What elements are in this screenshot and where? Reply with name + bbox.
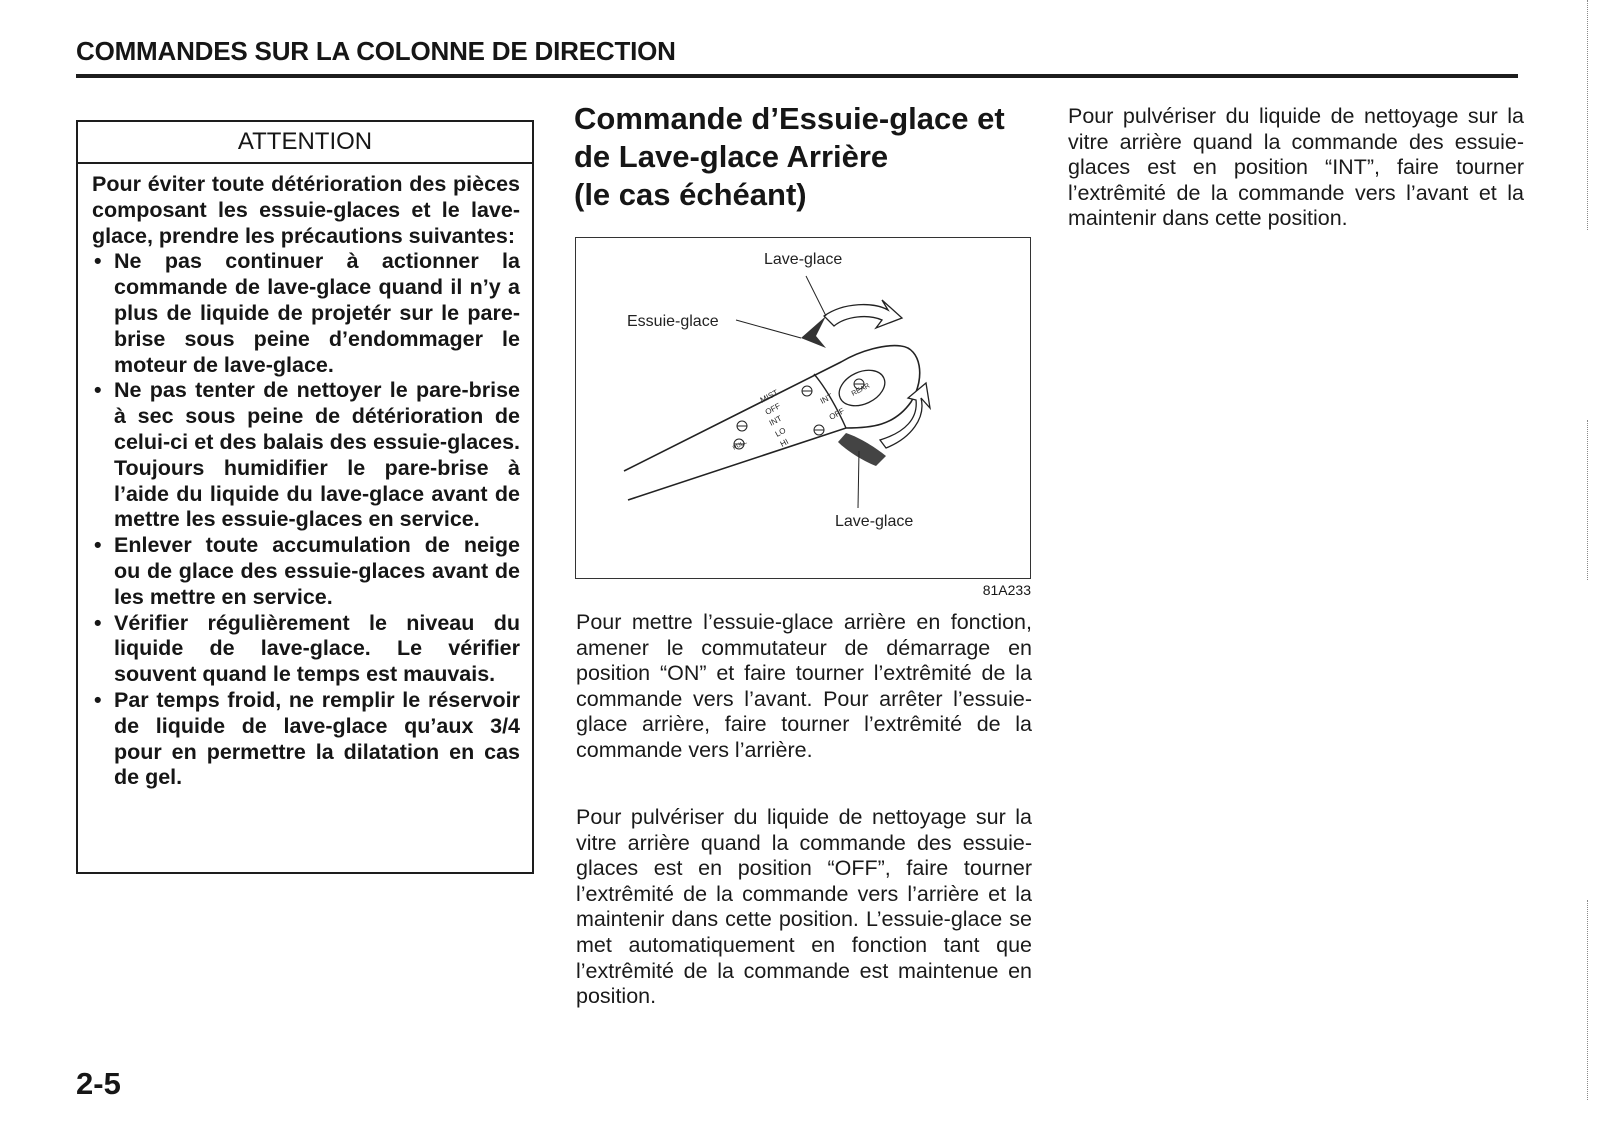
washer-curve-arrow-bottom bbox=[880, 383, 930, 448]
section-title-line: (le cas échéant) bbox=[574, 177, 807, 212]
paragraph: Pour pulvériser du liquide de nettoyage sur la vitre arrière quand la commande des essuie-glaces est en position “OFF”, faire tourner l’extrêmité de la commande vers l’arrière et la maintenir dans cette position. L’essuie-glace se met automatiquement en fonction tant que l’extrêmité de la commande est maintenue en position. bbox=[576, 805, 1032, 1009]
leader-bottom bbox=[858, 451, 859, 508]
attention-list bbox=[92, 249, 520, 791]
label-essuie-glace: Essuie-glace bbox=[627, 313, 719, 330]
list-item: • Ne pas continuer à actionner la commande de lave-glace quand il n’y a plus de liquide de projetér sur le pare-brise sous peine d’endommager le moteur de lave-glace. bbox=[92, 249, 520, 378]
page-number: 2-5 bbox=[76, 1066, 121, 1101]
mist-label: MIST bbox=[758, 387, 780, 405]
label-lave-glace-top: Lave-glace bbox=[764, 251, 843, 268]
attention-body bbox=[78, 164, 532, 791]
list-item: • Ne pas tenter de nettoyer le pare-brise à sec sous peine de détérioration de celui-ci et des balais des essuie-glaces. Toujours humidifier le pare-brise à l’aide du liquide du lave-glace avant de mettre les essuie-glaces en service. bbox=[92, 378, 520, 533]
scan-edge-mark bbox=[1587, 900, 1588, 1100]
off-label: OFF bbox=[763, 401, 783, 417]
figure-box bbox=[575, 237, 1031, 579]
scan-edge-mark bbox=[1587, 420, 1588, 580]
attention-box bbox=[76, 120, 534, 874]
figure-code: 81A233 bbox=[982, 582, 1031, 598]
rear-label: REAR bbox=[850, 382, 872, 398]
leader-left bbox=[736, 320, 801, 338]
wiper-switch-diagram bbox=[576, 238, 1032, 580]
list-item: • Vérifier régulièrement le niveau du liquide de lave-glace. Le vérifier souvent quand le temps est mauvais. bbox=[92, 611, 520, 688]
scan-edge-mark bbox=[1587, 0, 1588, 230]
wiper-up-arrow bbox=[801, 316, 826, 348]
header-rule bbox=[76, 74, 1518, 78]
attention-title: ATTENTION bbox=[78, 122, 532, 164]
hi-label: HI bbox=[778, 437, 791, 449]
section-title-line: Commande d’Essuie-glace et bbox=[574, 101, 1005, 136]
lo-label: LO bbox=[773, 425, 788, 439]
washer-curve-arrow-top bbox=[824, 300, 902, 328]
section-title bbox=[574, 100, 1044, 214]
off-label-cap: OFF bbox=[827, 406, 847, 422]
label-lave-glace-bottom: Lave-glace bbox=[835, 513, 914, 530]
list-item: • Enlever toute accumulation de neige ou de glace des essuie-glaces avant de les mettre en service. bbox=[92, 533, 520, 610]
page-header: COMMANDES SUR LA COLONNE DE DIRECTION bbox=[76, 36, 676, 66]
section-title-line: de Lave-glace Arrière bbox=[574, 139, 889, 174]
list-item: • Par temps froid, ne remplir le réservoir de liquide de lave-glace qu’aux 3/4 pour en permettre la dilatation en cas de gel. bbox=[92, 688, 520, 791]
pull-label: PULL bbox=[732, 439, 749, 452]
int-label-cap: INT bbox=[818, 391, 835, 406]
leader-top bbox=[806, 276, 826, 316]
paragraph: Pour mettre l’essuie-glace arrière en fonction, amener le commutateur de démarrage en position “ON” et faire tourner l’extrêmité de la commande vers l’avant. Pour arrêter l’essuie-glace arrière, faire tourner l’extrêmité de la commande vers l’arrière. bbox=[576, 610, 1032, 762]
washer-down-arrow bbox=[838, 433, 886, 466]
attention-intro: Pour éviter toute détérioration des pièces composant les essuie-glaces et le lave-glace, prendre les précautions suivantes: bbox=[92, 172, 520, 248]
int-label: INT bbox=[767, 413, 784, 428]
paragraph: Pour pulvériser du liquide de nettoyage sur la vitre arrière quand la commande des essuie-glaces est en position “INT”, faire tourner l’extrêmité de la commande vers l’avant et la maintenir dans cette position. bbox=[1068, 104, 1524, 231]
